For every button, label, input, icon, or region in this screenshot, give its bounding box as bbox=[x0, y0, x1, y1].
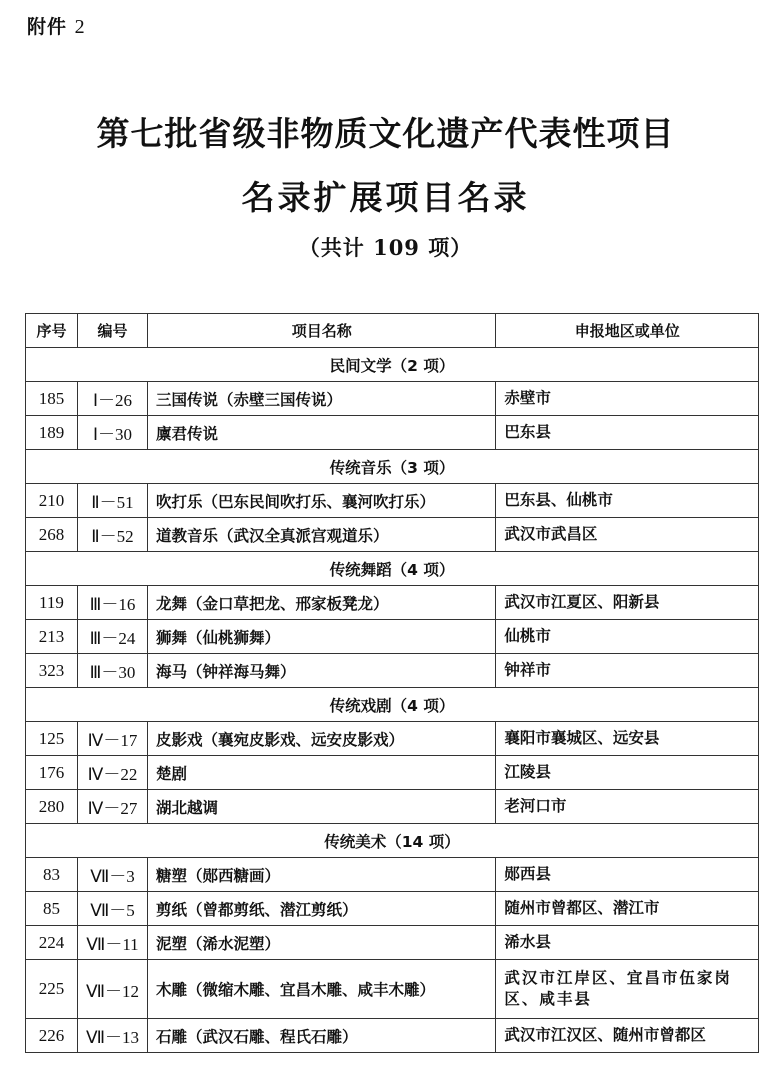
category-label: 民间文学（2 项） bbox=[26, 348, 759, 382]
cell-code: Ⅱ－51 bbox=[77, 484, 147, 518]
cell-seq: 125 bbox=[26, 722, 78, 756]
cell-code: Ⅱ－52 bbox=[77, 518, 147, 552]
cell-code: Ⅶ－5 bbox=[77, 892, 147, 926]
attachment-number: 2 bbox=[74, 16, 86, 38]
cell-region: 赤壁市 bbox=[496, 382, 759, 416]
table-row bbox=[26, 722, 759, 756]
attachment-label bbox=[27, 12, 86, 39]
cell-code: Ⅳ－27 bbox=[77, 790, 147, 824]
attachment-text: 附件 bbox=[27, 16, 68, 38]
cell-seq: 225 bbox=[26, 960, 78, 1019]
cell-seq: 176 bbox=[26, 756, 78, 790]
cell-region: 随州市曾都区、潜江市 bbox=[496, 892, 759, 926]
cell-seq: 224 bbox=[26, 926, 78, 960]
document-title-line2: 名录扩展项目名录 bbox=[241, 178, 530, 217]
table-row bbox=[26, 960, 759, 1019]
category-row bbox=[26, 688, 759, 722]
cell-region: 巴东县、仙桃市 bbox=[496, 484, 759, 518]
cell-region: 老河口市 bbox=[496, 790, 759, 824]
table-row bbox=[26, 892, 759, 926]
cell-seq: 119 bbox=[26, 586, 78, 620]
document-subtitle: （共计 109 项） bbox=[298, 235, 473, 260]
table-row bbox=[26, 484, 759, 518]
table-row bbox=[26, 790, 759, 824]
table-row bbox=[26, 1019, 759, 1053]
cell-code: Ⅲ－16 bbox=[77, 586, 147, 620]
column-header-code: 编号 bbox=[77, 314, 147, 348]
column-header-seq: 序号 bbox=[26, 314, 78, 348]
table-header-row bbox=[26, 314, 759, 348]
cell-code: Ⅳ－22 bbox=[77, 756, 147, 790]
cell-region: 江陵县 bbox=[496, 756, 759, 790]
table-row bbox=[26, 416, 759, 450]
table-row bbox=[26, 858, 759, 892]
cell-seq: 85 bbox=[26, 892, 78, 926]
table-row bbox=[26, 926, 759, 960]
category-row bbox=[26, 348, 759, 382]
cell-region: 仙桃市 bbox=[496, 620, 759, 654]
cell-name: 糖塑（郧西糖画） bbox=[148, 858, 496, 892]
cell-name: 吹打乐（巴东民间吹打乐、襄河吹打乐） bbox=[148, 484, 496, 518]
document-title-line1: 第七批省级非物质文化遗产代表性项目 bbox=[96, 114, 675, 153]
category-row bbox=[26, 450, 759, 484]
category-row bbox=[26, 824, 759, 858]
cell-seq: 280 bbox=[26, 790, 78, 824]
cell-region: 钟祥市 bbox=[496, 654, 759, 688]
cell-name: 湖北越调 bbox=[148, 790, 496, 824]
cell-name: 木雕（微缩木雕、宜昌木雕、咸丰木雕） bbox=[148, 960, 496, 1019]
category-row bbox=[26, 552, 759, 586]
cell-name: 龙舞（金口草把龙、邢家板凳龙） bbox=[148, 586, 496, 620]
cell-code: Ⅶ－3 bbox=[77, 858, 147, 892]
table-row bbox=[26, 586, 759, 620]
cell-seq: 226 bbox=[26, 1019, 78, 1053]
cell-code: Ⅶ－13 bbox=[77, 1019, 147, 1053]
cell-region: 浠水县 bbox=[496, 926, 759, 960]
table-row bbox=[26, 382, 759, 416]
cell-name: 泥塑（浠水泥塑） bbox=[148, 926, 496, 960]
cell-code: Ⅶ－12 bbox=[77, 960, 147, 1019]
cell-region: 武汉市武昌区 bbox=[496, 518, 759, 552]
category-label: 传统美术（14 项） bbox=[26, 824, 759, 858]
table-row bbox=[26, 620, 759, 654]
cell-seq: 323 bbox=[26, 654, 78, 688]
cell-region: 武汉市江岸区、宜昌市伍家岗区、咸丰县 bbox=[496, 960, 759, 1019]
cell-seq: 213 bbox=[26, 620, 78, 654]
cell-name: 狮舞（仙桃狮舞） bbox=[148, 620, 496, 654]
cell-name: 楚剧 bbox=[148, 756, 496, 790]
cell-code: Ⅶ－11 bbox=[77, 926, 147, 960]
cell-name: 三国传说（赤壁三国传说） bbox=[148, 382, 496, 416]
cell-code: Ⅲ－30 bbox=[77, 654, 147, 688]
table-row bbox=[26, 518, 759, 552]
heritage-list-table bbox=[25, 313, 759, 1053]
cell-name: 道教音乐（武汉全真派宫观道乐） bbox=[148, 518, 496, 552]
cell-code: Ⅰ－26 bbox=[77, 382, 147, 416]
cell-name: 石雕（武汉石雕、程氏石雕） bbox=[148, 1019, 496, 1053]
cell-region: 武汉市江汉区、随州市曾都区 bbox=[496, 1019, 759, 1053]
cell-seq: 210 bbox=[26, 484, 78, 518]
cell-code: Ⅰ－30 bbox=[77, 416, 147, 450]
column-header-name: 项目名称 bbox=[148, 314, 496, 348]
cell-region: 襄阳市襄城区、远安县 bbox=[496, 722, 759, 756]
category-label: 传统戏剧（4 项） bbox=[26, 688, 759, 722]
category-label: 传统音乐（3 项） bbox=[26, 450, 759, 484]
cell-seq: 185 bbox=[26, 382, 78, 416]
category-label: 传统舞蹈（4 项） bbox=[26, 552, 759, 586]
cell-name: 皮影戏（襄宛皮影戏、远安皮影戏） bbox=[148, 722, 496, 756]
cell-seq: 268 bbox=[26, 518, 78, 552]
cell-name: 廪君传说 bbox=[148, 416, 496, 450]
cell-seq: 83 bbox=[26, 858, 78, 892]
cell-region: 巴东县 bbox=[496, 416, 759, 450]
cell-code: Ⅲ－24 bbox=[77, 620, 147, 654]
cell-seq: 189 bbox=[26, 416, 78, 450]
table-row bbox=[26, 756, 759, 790]
column-header-region: 申报地区或单位 bbox=[496, 314, 759, 348]
cell-region: 武汉市江夏区、阳新县 bbox=[496, 586, 759, 620]
cell-name: 海马（钟祥海马舞） bbox=[148, 654, 496, 688]
table-row bbox=[26, 654, 759, 688]
cell-region: 郧西县 bbox=[496, 858, 759, 892]
cell-code: Ⅳ－17 bbox=[77, 722, 147, 756]
cell-name: 剪纸（曾都剪纸、潜江剪纸） bbox=[148, 892, 496, 926]
